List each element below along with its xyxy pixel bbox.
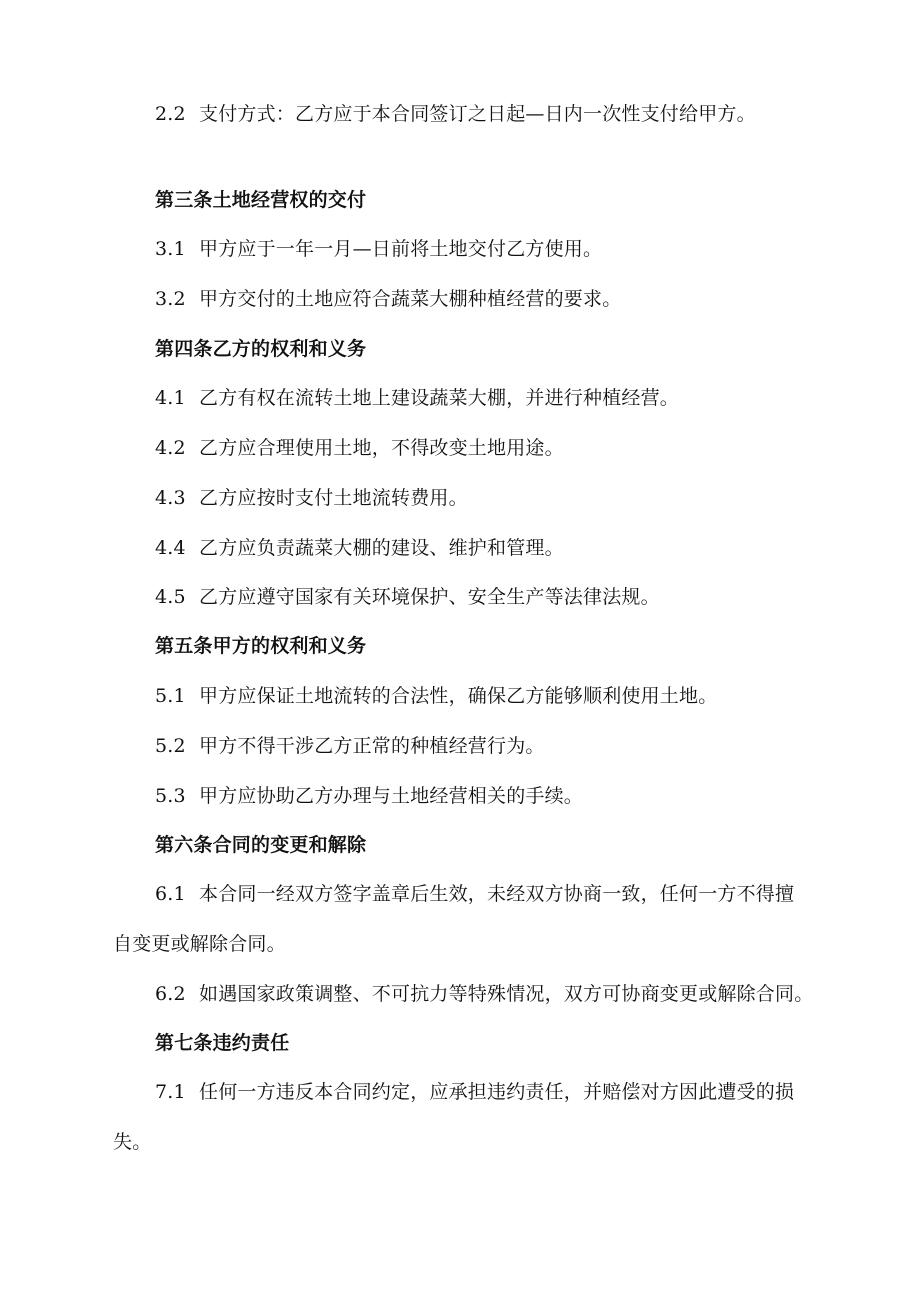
clause-number: 5.3 xyxy=(155,785,186,807)
clause-text: 任何一方违反本合同约定，应承担违约责任，并赔偿对方因此遭受的损 xyxy=(199,1081,795,1103)
clause-6-1-line-2: 自变更或解除合同。 xyxy=(113,933,286,955)
clause-number: 5.1 xyxy=(155,685,186,707)
article-7-heading: 第七条违约责任 xyxy=(155,1032,290,1054)
clause-text: 如遇国家政策调整、不可抗力等特殊情况，双方可协商变更或解除合同。 xyxy=(199,983,814,1005)
clause-text: 乙方有权在流转土地上建设蔬菜大棚，并进行种植经营。 xyxy=(199,387,680,409)
clause-text: 本合同一经双方签字盖章后生效，未经双方协商一致，任何一方不得擅 xyxy=(199,883,795,905)
clause-number: 4.5 xyxy=(155,586,186,608)
clause-number: 4.1 xyxy=(155,387,186,409)
clause-4-4 xyxy=(155,536,564,560)
clause-text: 乙方应遵守国家有关环境保护、安全生产等法律法规。 xyxy=(199,586,660,608)
clause-text: 乙方应合理使用土地，不得改变土地用途。 xyxy=(199,437,564,459)
clause-5-1 xyxy=(155,684,717,708)
clause-number: 6.1 xyxy=(155,883,186,905)
clause-4-1 xyxy=(155,386,679,410)
clause-4-2 xyxy=(155,436,564,460)
clause-7-1-line-1 xyxy=(155,1080,794,1104)
clause-text: 甲方应于一年一月—日前将土地交付乙方使用。 xyxy=(199,238,603,260)
article-3-heading: 第三条土地经营权的交付 xyxy=(155,189,367,211)
clause-number: 3.2 xyxy=(155,288,186,310)
clause-number: 5.2 xyxy=(155,735,186,757)
article-6-heading: 第六条合同的变更和解除 xyxy=(155,834,367,856)
clause-text: 乙方应负责蔬菜大棚的建设、维护和管理。 xyxy=(199,537,564,559)
clause-number: 4.4 xyxy=(155,537,186,559)
clause-number: 7.1 xyxy=(155,1081,186,1103)
clause-4-5 xyxy=(155,585,660,609)
clause-5-3 xyxy=(155,784,583,808)
clause-text: 甲方应协助乙方办理与土地经营相关的手续。 xyxy=(199,785,584,807)
clause-5-2 xyxy=(155,734,545,758)
clause-number: 4.3 xyxy=(155,487,186,509)
article-5-heading: 第五条甲方的权利和义务 xyxy=(155,635,367,657)
clause-text: 乙方应按时支付土地流转费用。 xyxy=(199,487,468,509)
clause-number: 4.2 xyxy=(155,437,186,459)
clause-3-1 xyxy=(155,237,602,261)
clause-7-1-line-2: 失。 xyxy=(113,1131,152,1153)
clause-text: 支付方式：乙方应于本合同签订之日起—日内一次性支付给甲方。 xyxy=(199,103,756,125)
clause-number: 6.2 xyxy=(155,983,186,1005)
clause-text: 甲方交付的土地应符合蔬菜大棚种植经营的要求。 xyxy=(199,288,622,310)
clause-6-1-line-1 xyxy=(155,882,794,906)
clause-2-2 xyxy=(155,102,756,126)
clause-text: 甲方不得干涉乙方正常的种植经营行为。 xyxy=(199,735,545,757)
article-4-heading: 第四条乙方的权利和义务 xyxy=(155,338,367,360)
clause-3-2 xyxy=(155,287,621,311)
clause-text: 甲方应保证土地流转的合法性，确保乙方能够顺利使用土地。 xyxy=(199,685,718,707)
clause-number: 2.2 xyxy=(155,103,186,125)
clause-6-2 xyxy=(155,982,813,1006)
clause-number: 3.1 xyxy=(155,238,186,260)
clause-4-3 xyxy=(155,486,468,510)
